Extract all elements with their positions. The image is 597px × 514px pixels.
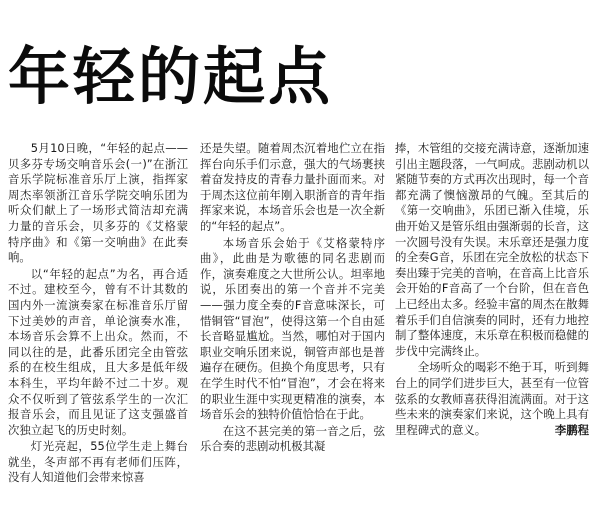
closing-text: 全场听众的喝彩不绝于耳，听到舞台上的同学们进步巨大，甚至有一位管弦系的女教师喜获得泪流满面。对于这些未来的演奏家们来说，这个晚上具有里程碑式的意义。 [395, 360, 589, 437]
paragraph-first-note-continued: 捧，木管组的交接充满诗意，逐渐加速引出主题段落，一气呵成。悲剧动机以紧随节奏的方式再次出现时，每一个音都充满了懊恼激昂的气魄。至其后的《第一交响曲》，乐团已渐入佳境，乐曲开始又是管乐组由强渐弱的长音，这一次圆号没有失误。末乐章还是强力度的全奏G音，乐团在完全放松的状态下奏出臻于完美的音响，在音高上比音乐会开始的F音高了一个台阶，但在音色上已经出太多。经验丰富的周杰在散舞着乐手们自信演奏的同时，还有力地控制了整体速度，末乐章在积极而稳健的步伐中完满终止。 [395, 141, 589, 358]
paragraph-concert-intro: 5月10日晚，“年轻的起点——贝多芬专场交响音乐会(一)”在浙江音乐学院标准音乐厅上演，指挥家周杰率领浙江音乐学院交响乐团为听众们献上了一场形式简洁却充满力量的音乐会，贝多芬的《艾格蒙特序曲》和《第一交响曲》在此奏响。 [8, 141, 188, 265]
paragraph-stage-start: 灯光亮起，55位学生走上舞台就坐，冬声部不再有老师们压阵，没有人知道他们会带来惊喜 [8, 439, 188, 485]
article-headline: 年轻的起点 [8, 40, 334, 113]
article-column-3 [395, 141, 589, 438]
article-column-1 [8, 141, 188, 486]
paragraph-first-note-start: 在这不甚完美的第一音之后，弦乐合奏的悲剧动机极其凝 [200, 423, 385, 454]
author-byline: 李鹏程 [554, 422, 589, 437]
article-column-2 [200, 141, 385, 455]
paragraph-title-meaning: 以“年轻的起点”为名，再合适不过。建校至今，曾有不计其数的国内外一流演奏家在标准音乐厅留下过美妙的声音，单论演奏水准，本场音乐会算不上出众。然而，不同以往的是，此番乐团完全由管弦系的在校生组成，且大多是低年级本科生，平均年龄不过二十岁。观众不仅听到了管弦系学生的一次汇报音乐会，而且见证了这支强盛首次独立起飞的历史时刻。 [8, 266, 188, 437]
paragraph-closing [395, 360, 589, 438]
paragraph-stage-continued: 还是失望。随着周杰沉着地伫立在指挥台向乐手们示意，强大的气场裹挟着奋发持皮的青春力量扑面而来。对于周杰这位前年刚入职浙音的青年指挥家来说，本场音乐会也是一次全新的“年轻的起点”。 [200, 141, 385, 233]
paragraph-egmont-overture: 本场音乐会始于《艾格蒙特序曲》，此曲是为歌德的同名悲剧而作，演奏难度之大世所公认。坦率地说，乐团奏出的第一个音并不完美——强力度全奏的F音意味深长，可惜铜管“冒泡”，使得这第一个自由延长音略显尴尬。当然，哪怕对于国内职业交响乐团来说，铜管声部也是普遍存在硬伤。但换个角度思考，只有在学生时代不怕“冒泡”，才会在将来的职业生涯中实现更精准的演奏，本场音乐会的独特价值恰恰在于此。 [200, 235, 385, 422]
